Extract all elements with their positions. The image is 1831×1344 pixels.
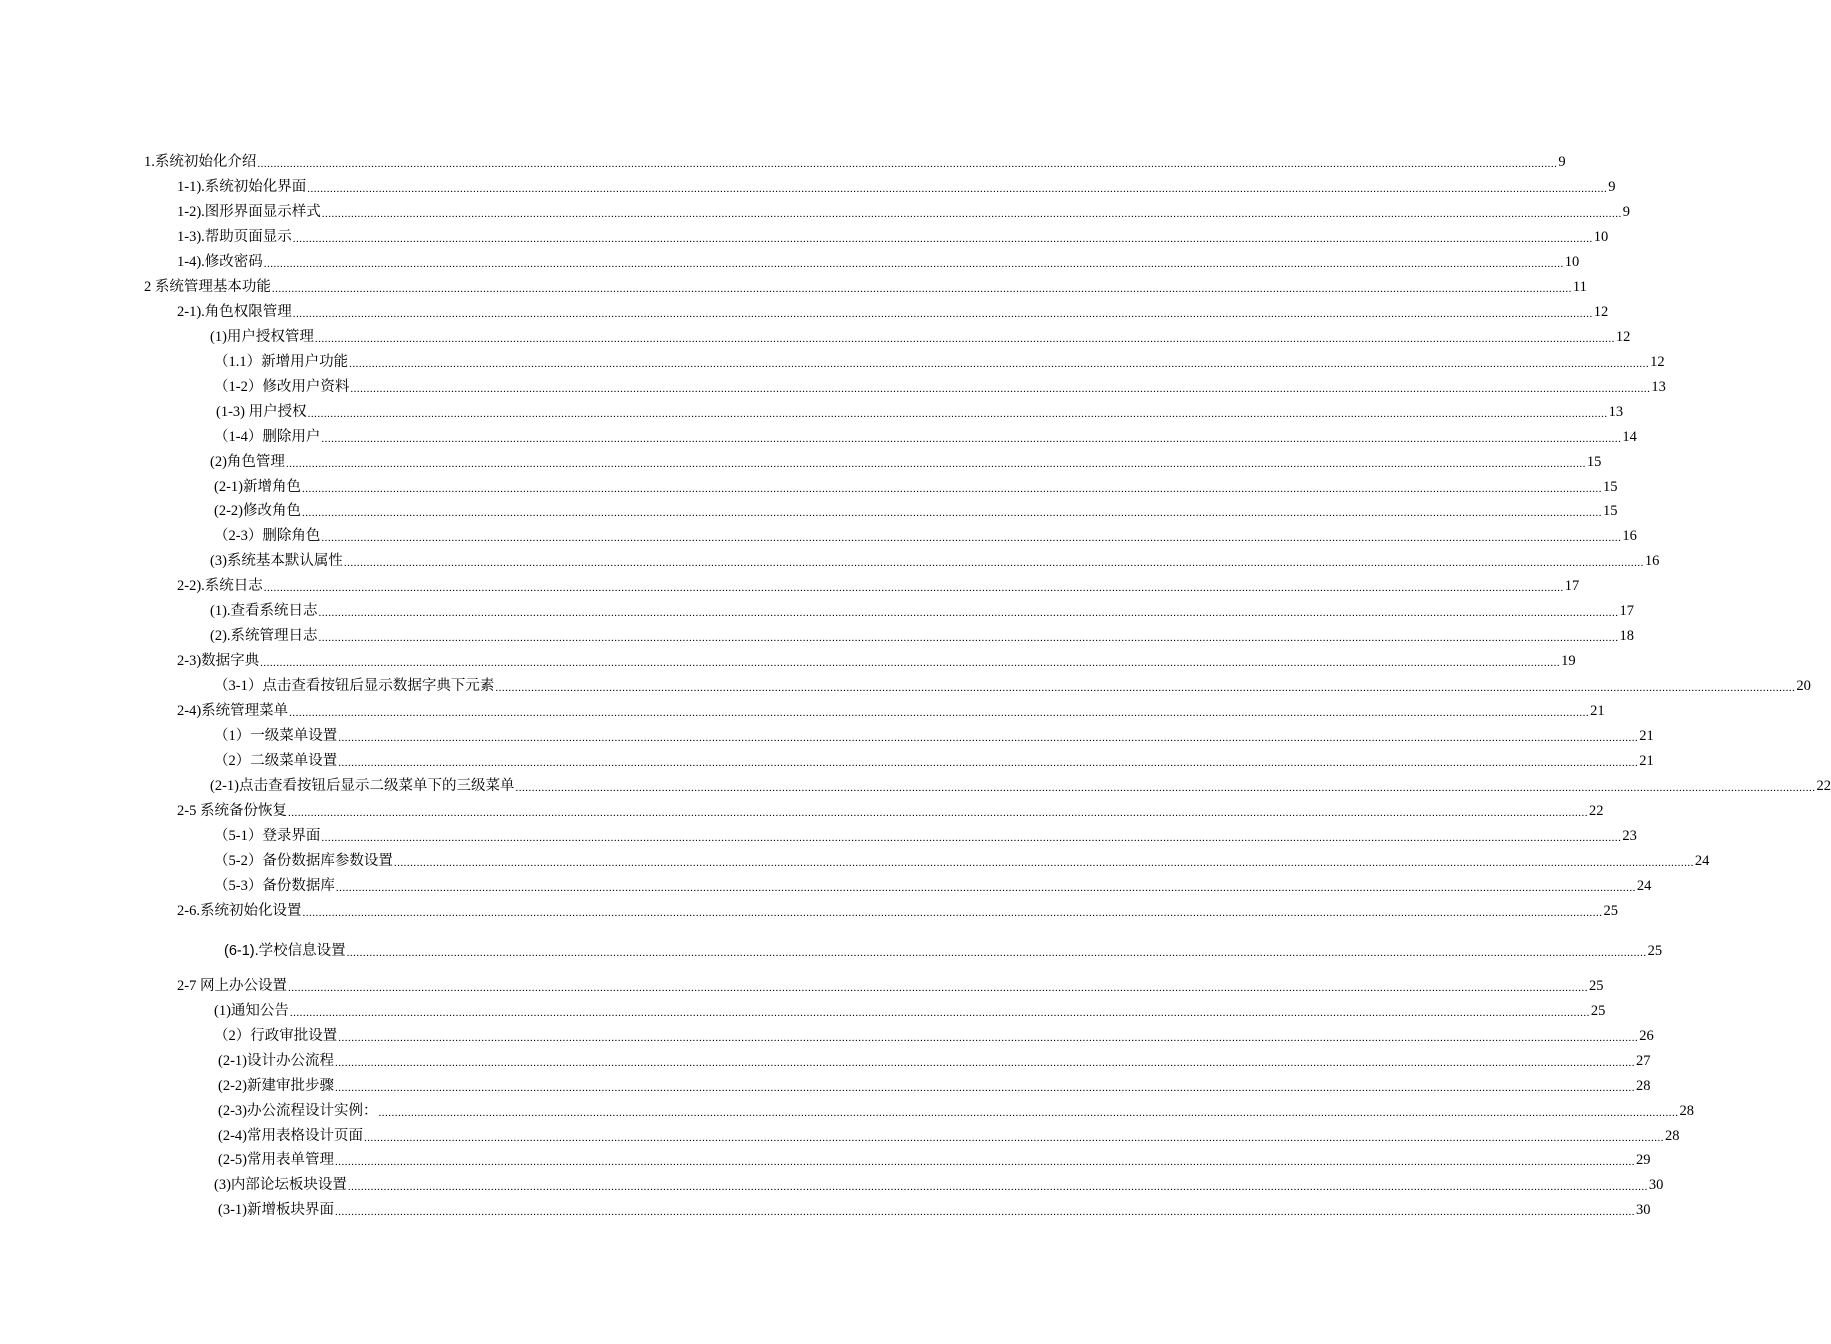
toc-entry-title: 2-6.系统初始化设置 <box>177 903 302 919</box>
toc-dot-leader: ................................................................................................................................................................................................................................................................................................................................................................................................................ <box>321 832 1622 844</box>
toc-dot-leader: ................................................................................................................................................................................................................................................................................................................................................................................................................ <box>349 358 1650 370</box>
toc-entry[interactable] <box>177 902 1618 920</box>
toc-entry-title: 1-3).帮助页面显示 <box>177 229 292 245</box>
toc-dot-leader: ................................................................................................................................................................................................................................................................................................................................................................................................................ <box>307 183 1608 195</box>
toc-page-number: 11 <box>1572 279 1587 295</box>
toc-entry-title: （1-2）修改用户资料 <box>214 379 350 395</box>
toc-page-number: 9 <box>1608 179 1616 195</box>
toc-entry-title: (1)通知公告 <box>214 1003 289 1019</box>
toc-page-number: 21 <box>1639 728 1654 744</box>
toc-entry[interactable] <box>177 577 1580 595</box>
toc-dot-leader: ................................................................................................................................................................................................................................................................................................................................................................................................................ <box>393 857 1694 869</box>
toc-page-number: 10 <box>1593 229 1609 245</box>
toc-dot-leader: ................................................................................................................................................................................................................................................................................................................................................................................................................ <box>289 707 1590 719</box>
toc-entry-title: 1.系统初始化介绍 <box>144 154 257 170</box>
toc-entry[interactable] <box>214 378 1666 396</box>
toc-dot-leader: ................................................................................................................................................................................................................................................................................................................................................................................................................ <box>347 1181 1648 1193</box>
toc-page-number: 20 <box>1796 678 1811 694</box>
toc-page-number: 13 <box>1651 379 1666 395</box>
toc-page-number: 22 <box>1588 803 1604 819</box>
toc-page-number: 25 <box>1588 978 1604 994</box>
toc-dot-leader: ................................................................................................................................................................................................................................................................................................................................................................................................................ <box>321 433 1622 445</box>
toc-dot-leader: ................................................................................................................................................................................................................................................................................................................................................................................................................ <box>307 408 1608 420</box>
toc-dot-leader: ................................................................................................................................................................................................................................................................................................................................................................................................................ <box>338 732 1639 744</box>
toc-page-number: 30 <box>1636 1202 1651 1218</box>
toc-dot-leader: ................................................................................................................................................................................................................................................................................................................................................................................................................ <box>378 1107 1679 1119</box>
toc-entry[interactable] <box>218 1052 1651 1070</box>
toc-page-number: 21 <box>1639 753 1654 769</box>
toc-entry[interactable] <box>218 1127 1680 1145</box>
toc-entry-title: (6-1).学校信息设置 <box>224 943 346 959</box>
toc-dot-leader: ................................................................................................................................................................................................................................................................................................................................................................................................................ <box>302 483 1602 495</box>
toc-page-number: 24 <box>1694 853 1710 869</box>
toc-dot-leader: ................................................................................................................................................................................................................................................................................................................................................................................................................ <box>346 947 1647 959</box>
toc-entry-title: (1).查看系统日志 <box>210 603 318 619</box>
toc-entry-title: (1)用户授权管理 <box>210 329 314 345</box>
toc-page-number: 9 <box>1622 204 1631 220</box>
toc-page-number: 19 <box>1561 653 1576 669</box>
toc-entry[interactable] <box>218 1151 1651 1169</box>
toc-dot-leader: ................................................................................................................................................................................................................................................................................................................................................................................................................ <box>302 507 1602 519</box>
toc-entry[interactable] <box>210 552 1660 570</box>
toc-entry-title: 2-5 系统备份恢复 <box>177 803 287 819</box>
toc-entry-title: (1-3) 用户授权 <box>216 404 307 420</box>
toc-entry[interactable] <box>177 977 1604 995</box>
toc-dot-leader: ................................................................................................................................................................................................................................................................................................................................................................................................................ <box>335 882 1636 894</box>
toc-entry[interactable] <box>214 752 1654 770</box>
toc-entry-title: （5-2）备份数据库参数设置 <box>214 853 393 869</box>
toc-entry[interactable] <box>210 777 1831 795</box>
toc-entry-title: 1-4).修改密码 <box>177 254 263 270</box>
toc-entry[interactable] <box>177 228 1609 246</box>
toc-entry-title: (2).系统管理日志 <box>210 628 318 644</box>
toc-page-number: 15 <box>1586 454 1602 470</box>
toc-entry-title: 2-7 网上办公设置 <box>177 978 287 994</box>
toc-entry-title: （1.1）新增用户功能 <box>214 354 349 370</box>
toc-entry[interactable] <box>177 253 1580 271</box>
toc-entry-title: 2-4)系统管理菜单 <box>177 703 289 719</box>
toc-entry[interactable] <box>177 203 1631 221</box>
toc-entry-title: （1-4）删除用户 <box>214 429 321 445</box>
toc-entry[interactable] <box>177 303 1609 321</box>
toc-entry-title: (2)角色管理 <box>210 454 285 470</box>
toc-entry-title: (2-5)常用表单管理 <box>218 1152 334 1168</box>
toc-dot-leader: ................................................................................................................................................................................................................................................................................................................................................................................................................ <box>292 233 1593 245</box>
toc-entry[interactable] <box>218 1077 1651 1095</box>
toc-page-number: 14 <box>1622 429 1637 445</box>
toc-entry[interactable] <box>224 942 1663 960</box>
toc-page-number: 29 <box>1636 1152 1651 1168</box>
toc-page-number: 17 <box>1619 603 1635 619</box>
toc-dot-leader: ................................................................................................................................................................................................................................................................................................................................................................................................................ <box>318 607 1619 619</box>
toc-entry-title: (2-1)点击查看按钮后显示二级菜单下的三级菜单 <box>210 778 515 794</box>
toc-entry-title: 2-1).角色权限管理 <box>177 304 292 320</box>
toc-entry-title: （1）一级菜单设置 <box>214 728 338 744</box>
toc-entry[interactable] <box>177 178 1616 196</box>
toc-entry[interactable] <box>216 403 1624 421</box>
toc-dot-leader: ................................................................................................................................................................................................................................................................................................................................................................................................................ <box>350 383 1651 395</box>
toc-page-number: 10 <box>1564 254 1580 270</box>
toc-entry-title: (3-1)新增板块界面 <box>218 1202 334 1218</box>
toc-page-number: 9 <box>1558 154 1566 170</box>
toc-dot-leader: ................................................................................................................................................................................................................................................................................................................................................................................................................ <box>335 1057 1635 1069</box>
toc-entry-title: 2-2).系统日志 <box>177 578 263 594</box>
toc-entry[interactable] <box>144 278 1587 296</box>
toc-dot-leader: ................................................................................................................................................................................................................................................................................................................................................................................................................ <box>318 632 1619 644</box>
toc-page-number: 15 <box>1603 479 1618 495</box>
toc-page-number: 12 <box>1615 329 1631 345</box>
toc-page-number: 28 <box>1636 1078 1651 1094</box>
toc-entry-title: （5-3）备份数据库 <box>214 878 335 894</box>
toc-dot-leader: ................................................................................................................................................................................................................................................................................................................................................................................................................ <box>338 757 1639 769</box>
toc-entry[interactable] <box>177 652 1576 670</box>
toc-entry[interactable] <box>214 827 1637 845</box>
toc-dot-leader: ................................................................................................................................................................................................................................................................................................................................................................................................................ <box>335 1156 1635 1168</box>
toc-page-number: 24 <box>1636 878 1652 894</box>
toc-page-number: 23 <box>1622 828 1637 844</box>
toc-entry[interactable] <box>214 478 1618 496</box>
toc-entry[interactable] <box>210 627 1635 645</box>
toc-entry[interactable] <box>214 1176 1664 1194</box>
toc-page-number: 27 <box>1636 1053 1651 1069</box>
toc-page-number: 26 <box>1639 1028 1654 1044</box>
toc-entry[interactable] <box>144 153 1566 171</box>
toc-dot-leader: ................................................................................................................................................................................................................................................................................................................................................................................................................ <box>271 283 1572 295</box>
toc-page-number: 21 <box>1590 703 1605 719</box>
toc-dot-leader: ................................................................................................................................................................................................................................................................................................................................................................................................................ <box>338 1032 1639 1044</box>
toc-entry[interactable] <box>210 602 1635 620</box>
toc-dot-leader: ................................................................................................................................................................................................................................................................................................................................................................................................................ <box>289 1007 1590 1019</box>
toc-entry[interactable] <box>218 1102 1694 1120</box>
toc-entry-title: 1-2).图形界面显示样式 <box>177 204 321 220</box>
toc-entry[interactable] <box>214 877 1652 895</box>
toc-entry-title: （2）二级菜单设置 <box>214 753 338 769</box>
toc-dot-leader: ................................................................................................................................................................................................................................................................................................................................................................................................................ <box>302 907 1603 919</box>
toc-entry-title: (3)系统基本默认属性 <box>210 553 343 569</box>
toc-entry[interactable] <box>214 527 1637 545</box>
toc-entry-title: (2-1)设计办公流程 <box>218 1053 334 1069</box>
toc-entry[interactable] <box>214 677 1811 695</box>
toc-page-number: 12 <box>1650 354 1665 370</box>
toc-page-number: 18 <box>1619 628 1635 644</box>
toc-page-number: 16 <box>1644 553 1660 569</box>
toc-entry[interactable] <box>218 1201 1651 1219</box>
toc-dot-leader: ................................................................................................................................................................................................................................................................................................................................................................................................................ <box>292 308 1593 320</box>
toc-dot-leader: ................................................................................................................................................................................................................................................................................................................................................................................................................ <box>285 458 1586 470</box>
toc-page-number: 22 <box>1816 778 1831 794</box>
toc-page-number: 25 <box>1647 943 1663 959</box>
toc-entry[interactable] <box>177 802 1604 820</box>
toc-entry-title: (2-4)常用表格设计页面 <box>218 1128 363 1144</box>
toc-entry[interactable] <box>214 1027 1654 1045</box>
toc-entry[interactable] <box>214 727 1654 745</box>
toc-dot-leader: ................................................................................................................................................................................................................................................................................................................................................................................................................ <box>263 582 1564 594</box>
toc-dot-leader: ................................................................................................................................................................................................................................................................................................................................................................................................................ <box>343 557 1644 569</box>
toc-page-number: 15 <box>1603 503 1618 519</box>
toc-entry-title: (3)内部论坛板块设置 <box>214 1177 347 1193</box>
toc-dot-leader: ................................................................................................................................................................................................................................................................................................................................................................................................................ <box>321 532 1622 544</box>
toc-entry-title: (2-2)新建审批步骤 <box>218 1078 334 1094</box>
toc-page-number: 25 <box>1590 1003 1606 1019</box>
toc-page-number: 16 <box>1622 528 1637 544</box>
toc-page-number: 28 <box>1665 1128 1680 1144</box>
toc-dot-leader: ................................................................................................................................................................................................................................................................................................................................................................................................................ <box>257 158 1558 170</box>
toc-entry[interactable] <box>214 502 1618 520</box>
toc-entry[interactable] <box>177 702 1605 720</box>
toc-dot-leader: ................................................................................................................................................................................................................................................................................................................................................................................................................ <box>335 1206 1635 1218</box>
toc-entry-title: (2-3)办公流程设计实例： <box>218 1103 378 1119</box>
toc-entry[interactable] <box>210 328 1631 346</box>
toc-entry-title: （2-3）删除角色 <box>214 528 321 544</box>
toc-page-number: 17 <box>1564 578 1580 594</box>
toc-dot-leader: ................................................................................................................................................................................................................................................................................................................................................................................................................ <box>287 982 1588 994</box>
toc-entry-title: 2-3)数据字典 <box>177 653 260 669</box>
toc-entry-title: (2-2)修改角色 <box>214 503 301 519</box>
toc-dot-leader: ................................................................................................................................................................................................................................................................................................................................................................................................................ <box>314 333 1615 345</box>
toc-page-number: 12 <box>1593 304 1609 320</box>
toc-entry[interactable] <box>214 428 1637 446</box>
toc-entry[interactable] <box>214 353 1665 371</box>
toc-dot-leader: ................................................................................................................................................................................................................................................................................................................................................................................................................ <box>263 258 1564 270</box>
toc-dot-leader: ................................................................................................................................................................................................................................................................................................................................................................................................................ <box>495 682 1796 694</box>
toc-entry-title: （2）行政审批设置 <box>214 1028 338 1044</box>
toc-entry[interactable] <box>210 453 1602 471</box>
toc-entry[interactable] <box>214 1002 1606 1020</box>
toc-dot-leader: ................................................................................................................................................................................................................................................................................................................................................................................................................ <box>321 208 1622 220</box>
toc-entry-title: （5-1）登录界面 <box>214 828 321 844</box>
toc-page-number: 13 <box>1608 404 1624 420</box>
toc-dot-leader: ................................................................................................................................................................................................................................................................................................................................................................................................................ <box>287 807 1588 819</box>
toc-entry-title: （3-1）点击查看按钮后显示数据字典下元素 <box>214 678 495 694</box>
toc-page-number: 30 <box>1648 1177 1664 1193</box>
toc-entry-title: 1-1).系统初始化界面 <box>177 179 307 195</box>
toc-dot-leader: ................................................................................................................................................................................................................................................................................................................................................................................................................ <box>364 1132 1664 1144</box>
toc-page-number: 28 <box>1679 1103 1694 1119</box>
toc-dot-leader: ................................................................................................................................................................................................................................................................................................................................................................................................................ <box>260 657 1561 669</box>
toc-entry-title: 2 系统管理基本功能 <box>144 279 271 295</box>
toc-entry-title: (2-1)新增角色 <box>214 479 301 495</box>
toc-dot-leader: ................................................................................................................................................................................................................................................................................................................................................................................................................ <box>335 1082 1635 1094</box>
toc-entry[interactable] <box>214 852 1710 870</box>
toc-dot-leader: ................................................................................................................................................................................................................................................................................................................................................................................................................ <box>515 782 1816 794</box>
toc-page-number: 25 <box>1603 903 1618 919</box>
